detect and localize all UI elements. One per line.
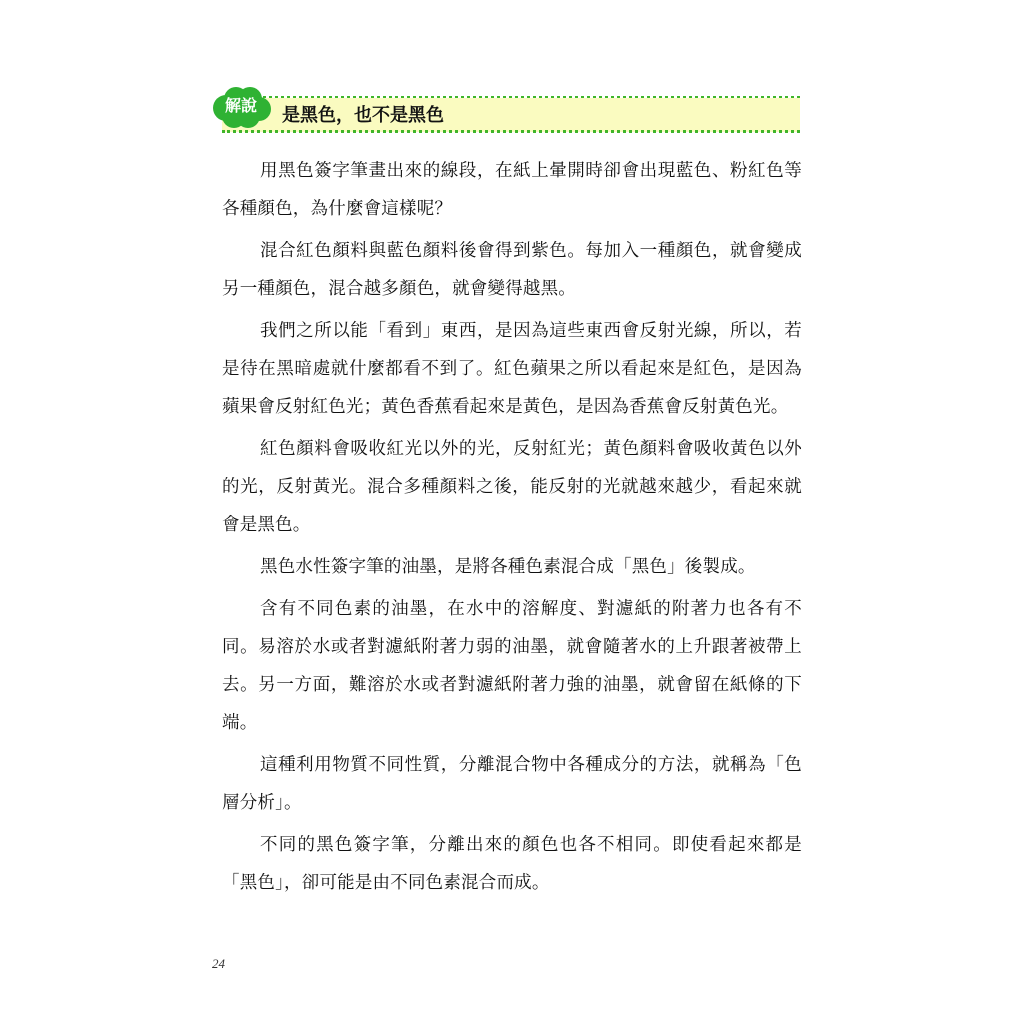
paragraph: 混合紅色顏料與藍色顏料後會得到紫色。每加入一種顏色，就會變成另一種顏色，混合越多顏色，就會變得越黑。 [222,241,802,299]
paragraph: 不同的黑色簽字筆，分離出來的顏色也各不相同。即使看起來都是「黑色」，卻可能是由不同色素混合而成。 [222,835,802,893]
paragraph: 含有不同色素的油墨，在水中的溶解度、對濾紙的附著力也各有不同。易溶於水或者對濾紙附著力弱的油墨，就會隨著水的上升跟著被帶上去。另一方面，難溶於水或者對濾紙附著力強的油墨，就會留在紙條的下端。 [222,599,802,733]
body-text [222,152,802,906]
badge-label: 解說 [224,96,257,115]
section-title: 是黑色，也不是黑色 [282,105,444,126]
paragraph: 黑色水性簽字筆的油墨，是將各種色素混合成「黑色」後製成。 [260,557,756,577]
explanation-badge [212,86,274,130]
paragraph: 我們之所以能「看到」東西，是因為這些東西會反射光線，所以，若是待在黑暗處就什麼都看不到了。紅色蘋果之所以看起來是紅色，是因為蘋果會反射紅色光；黃色香蕉看起來是黃色，是因為香蕉會反射黃色光。 [222,321,802,417]
paragraph: 紅色顏料會吸收紅光以外的光，反射紅光；黃色顏料會吸收黃色以外的光，反射黃光。混合多種顏料之後，能反射的光就越來越少，看起來就會是黑色。 [222,439,802,535]
page-number: 24 [212,956,225,971]
paragraph: 這種利用物質不同性質，分離混合物中各種成分的方法，就稱為「色層分析」。 [222,755,802,813]
paragraph: 用黑色簽字筆畫出來的線段，在紙上暈開時卻會出現藍色、粉紅色等各種顏色，為什麼會這樣呢？ [222,161,802,219]
